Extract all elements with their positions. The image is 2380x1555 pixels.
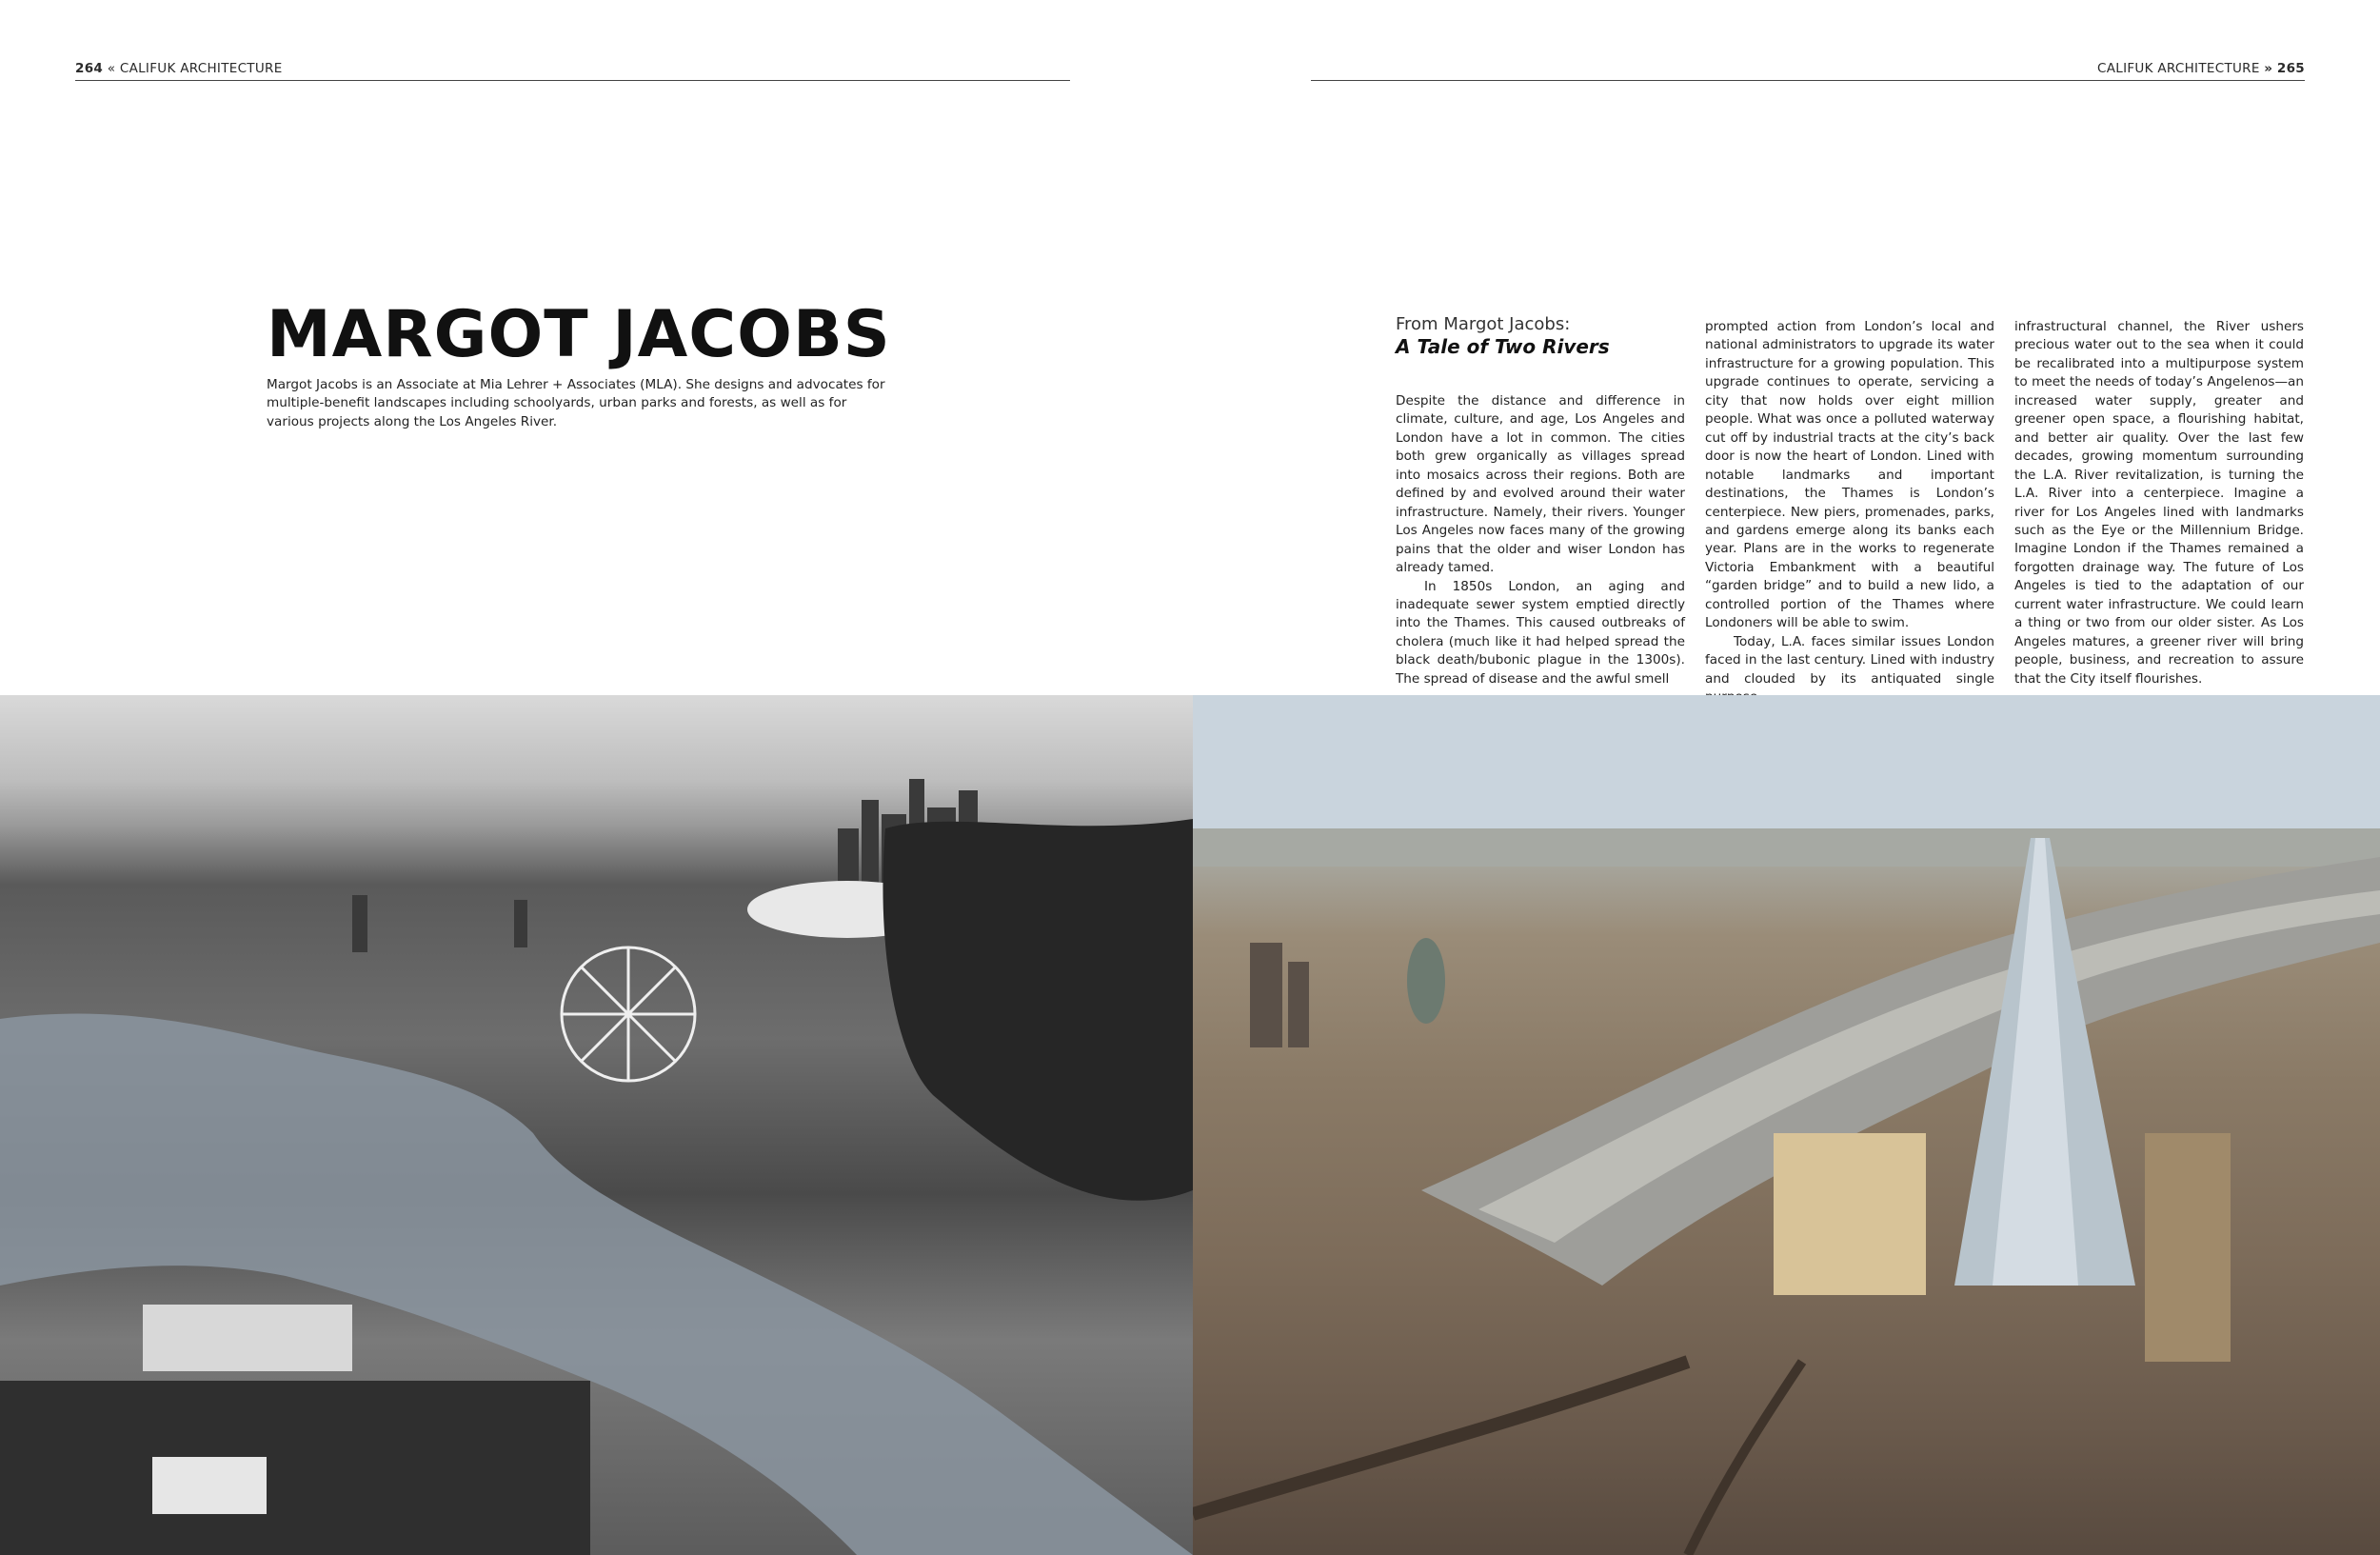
- right-header-rule: [1311, 80, 2305, 81]
- article-paragraph: prompted action from London’s local and national administrators to upgrade its water infrastructure for a growing population. This upgrade continues to operate, servicing a city that now holds over eight million people. What was once a polluted waterway cut off by industrial tracts at the city’s back door is now the heart of London. Lined with notable landmarks and important destinations, the Thames is London’s centerpiece. New piers, promenades, parks, and gardens emerge along its banks each year. Plans are in the works to regenerate Victoria Embankment with a beautiful “garden bridge” and to build a new lido, a controlled portion of the Thames where Londoners will be able to swim.: [1705, 319, 1994, 631]
- left-header-section: CALIFUK ARCHITECTURE: [119, 61, 283, 76]
- article-column-2: [1705, 318, 1994, 708]
- london-aerial-photo: [1193, 695, 2380, 1555]
- right-page-number: 265: [2276, 61, 2305, 76]
- left-header-rule: [75, 80, 1070, 81]
- grayscale-skyline-illustration: [0, 695, 1193, 1555]
- article-paragraph: infrastructural channel, the River ushers precious water out to the sea when it could be recalibrated into a multipurpose system to meet the needs of today’s Angelenos—an increased water supply, greater and greener open space, a flourishing habitat, and better air quality. Over the last few decades, growing momentum surrounding the L.A. River revitalization, is turning the L.A. River into a centerpiece. Imagine a river for Los Angeles lined with landmarks such as the Eye or the Millennium Bridge. Imagine London if the Thames remained a forgotten drainage way. The future of Los Angeles is tied to the adaptation of our current water infrastructure. We could learn a thing or two from our older sister. As Los Angeles matures, a greener river will bring people, business, and recreation to assure that the City itself flourishes.: [2014, 319, 2304, 687]
- article-column-3: [2014, 318, 2304, 688]
- article-paragraph: Today, L.A. faces similar issues London faced in the last century. Lined with industry and clouded by its antiquated single: [1705, 633, 1994, 687]
- right-running-head: [2097, 61, 2305, 76]
- profile-name: MARGOT JACOBS: [267, 297, 891, 372]
- left-running-head: [75, 61, 283, 76]
- article-column-1: [1396, 392, 1685, 688]
- right-header-separator: »: [2264, 61, 2273, 76]
- article-kicker: From Margot Jacobs:: [1396, 314, 1571, 334]
- los-angeles-london-collage-photo: [0, 695, 1193, 1555]
- right-header-section: CALIFUK ARCHITECTURE: [2096, 61, 2260, 76]
- left-header-separator: «: [107, 61, 116, 76]
- color-skyline-illustration: [1193, 695, 2380, 1555]
- left-page-number: 264: [75, 61, 104, 76]
- article-paragraph: In 1850s London, an aging and inadequate sewer system emptied directly into the Thames. This caused outbreaks of cholera (much like it had helped spread the black death/bubonic plague in the 1300s). The spread of disease and the awful smell: [1396, 578, 1685, 687]
- article-title: A Tale of Two Rivers: [1396, 335, 1610, 358]
- article-paragraph: Despite the distance and difference in climate, culture, and age, Los Angeles and London have a lot in common. The cities both grew organically as villages spread into mosaics across their regions. Both are defined by and evolved around their water infrastructure. Namely, their rivers. Younger Los Angeles now faces many of the growing pains that the older and wiser London has already tamed.: [1396, 393, 1685, 576]
- profile-bio: Margot Jacobs is an Associate at Mia Lehrer + Associates (MLA). She designs and advocates for multiple-benefit landscapes including schoolyards, urban parks and forests, as well as for various projects along the Los Angeles River.: [267, 377, 885, 429]
